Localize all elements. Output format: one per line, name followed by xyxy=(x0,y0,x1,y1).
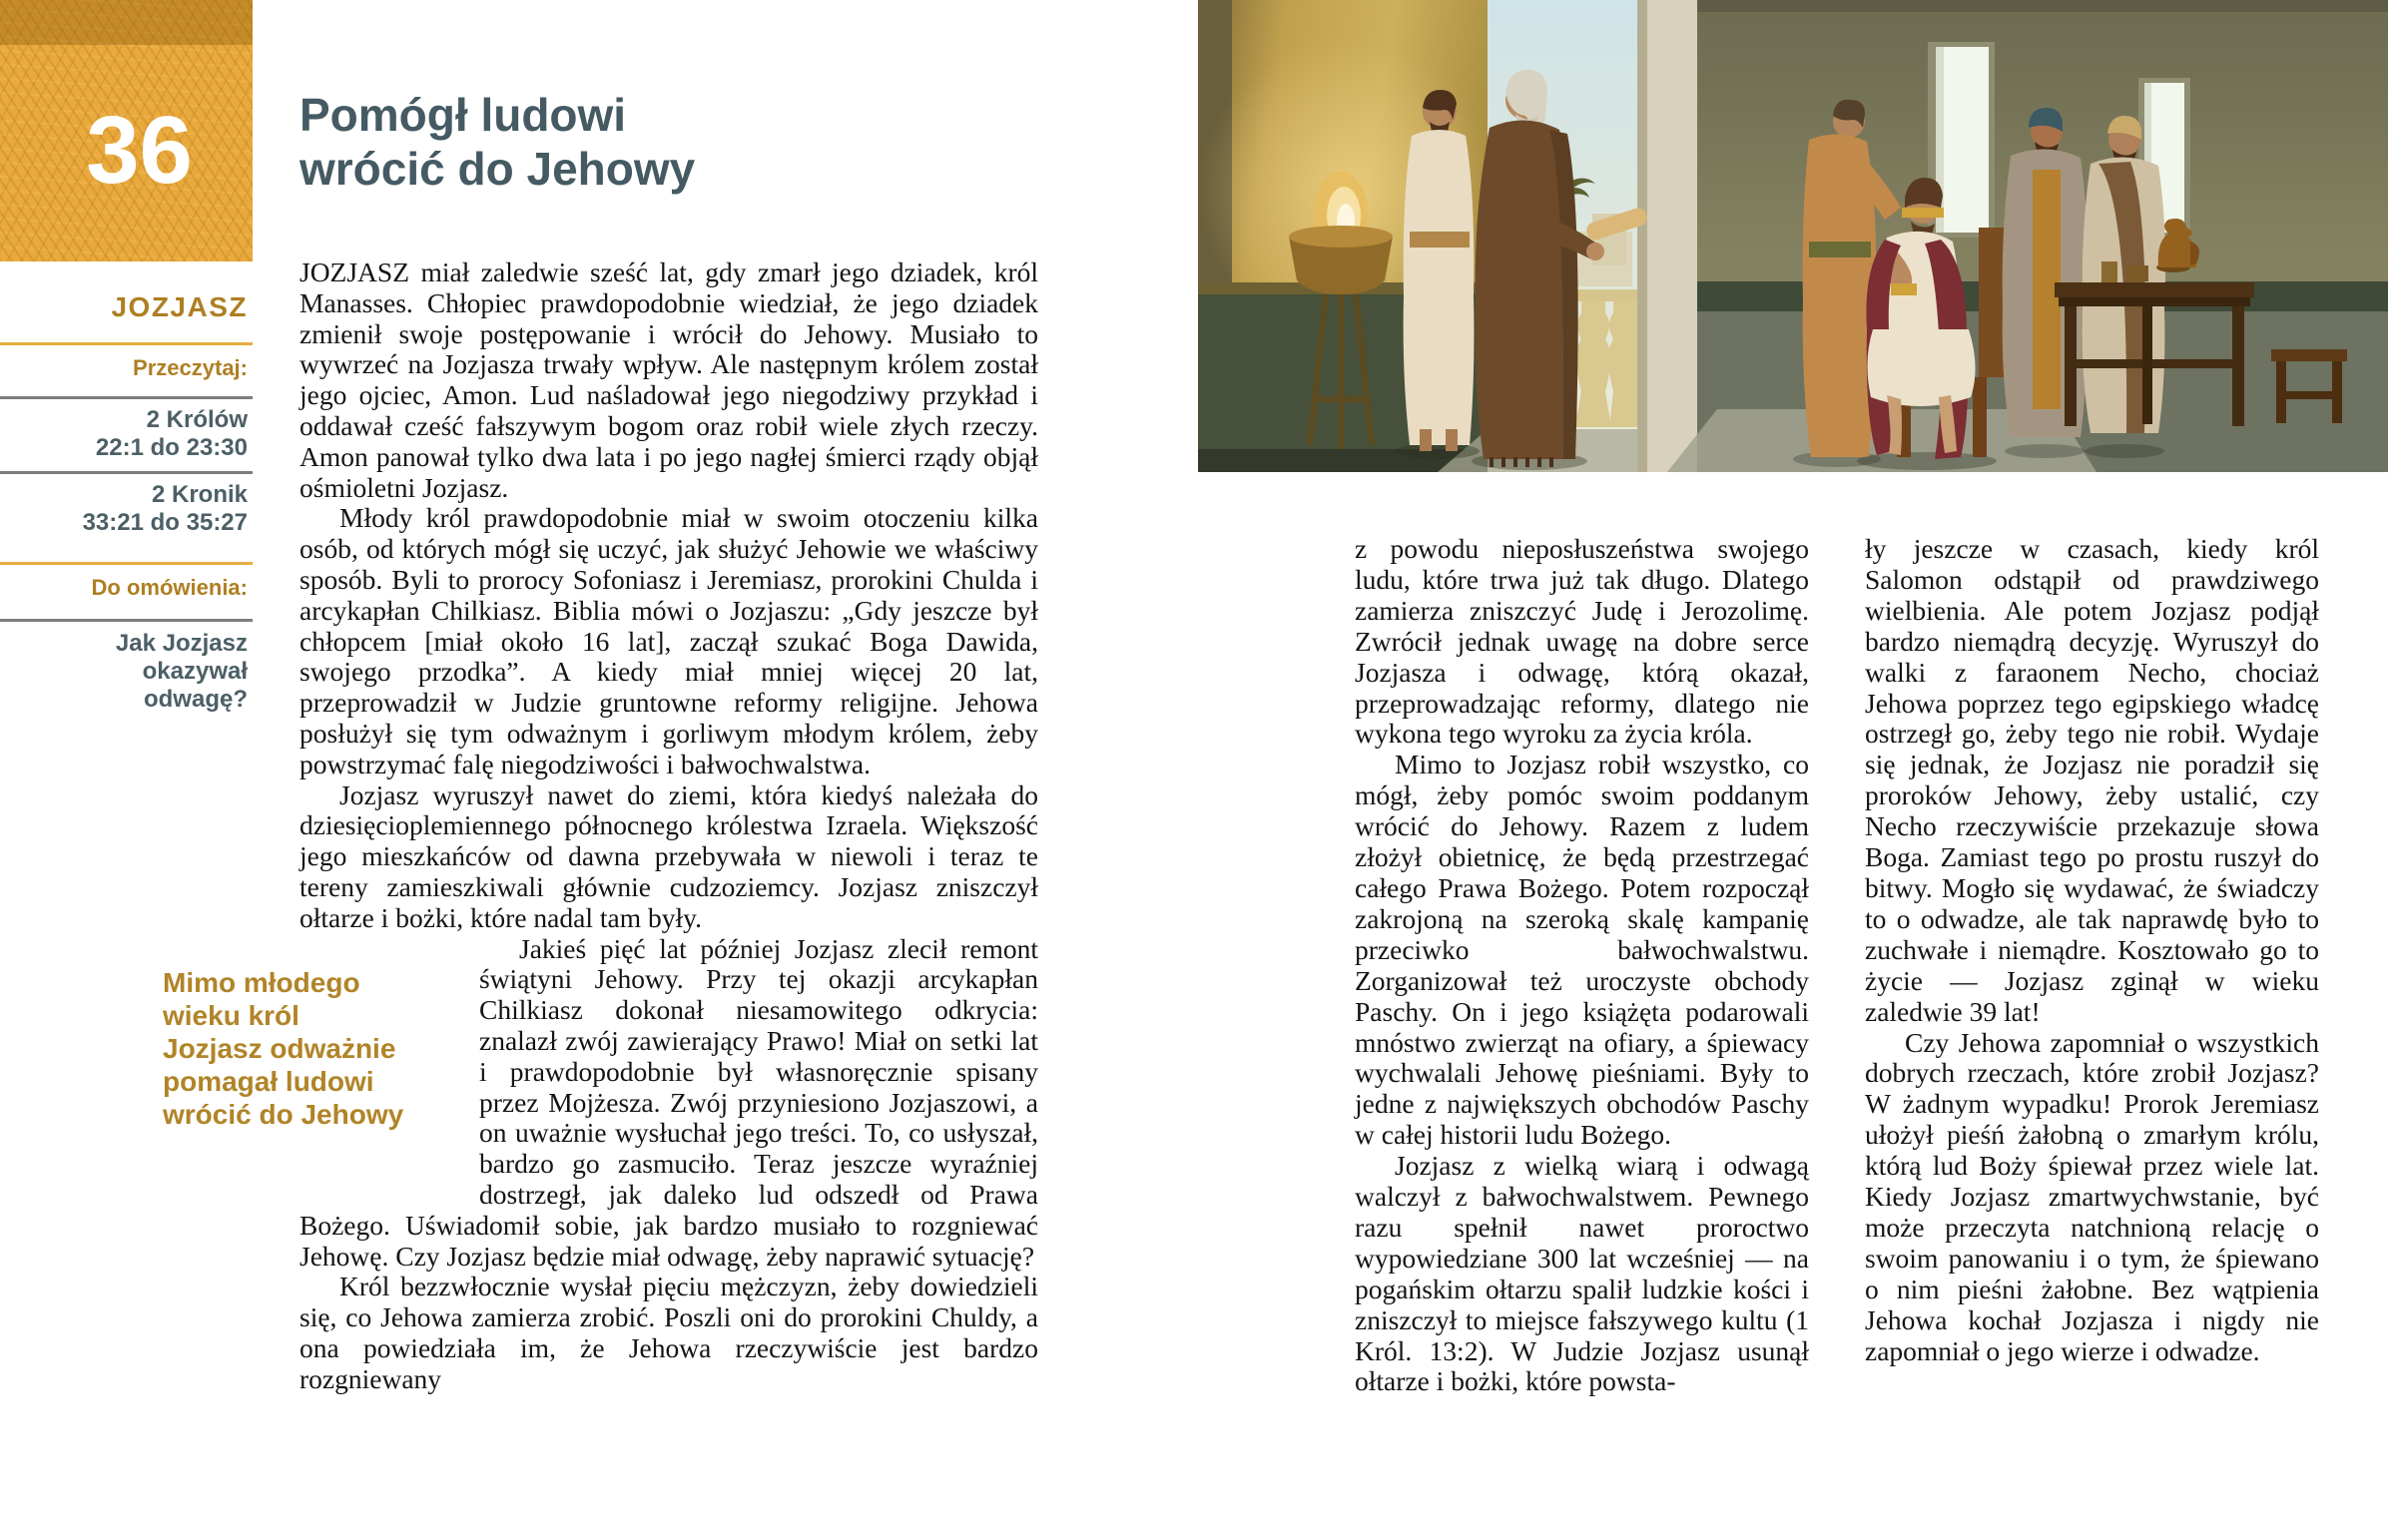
gold-headband xyxy=(1902,208,1944,218)
body-paragraph: Młody król prawdopodobnie miał w swoim otoczeniu kilka osób, od których mógł się uczyć, jak służyć Jehowie we właściwy sposób. Byli to prorocy Sofoniasz i Jeremiasz, prorokini Chulda i arcykapłan Chilkiasz. Biblia mówi o Jozjaszu: „Gdy jeszcze był chłopcem [miał około 16 lat], zaczął szukać Boga Dawida, swojego przodka”. A kiedy miał mniej więcej 20 lat, przeprowadził w Judzie gruntowne reformy religijne. Jehowa posłużył się tym odważnym i gorliwym młodym królem, żeby powstrzymać falę niegodziwości i bałwochwalstwa. xyxy=(300,502,1038,779)
body-paragraph: Czy Jehowa zapomniał o wszystkich dobrych rzeczach, które zrobił Jozjasz? W żadnym wypadku! Prorok Jeremiasz ułożył pieśń żałobną o zmarłym królu, którą lud Boży śpiewał przez wiele lat. Kiedy Jozjasz zmartwychwstanie, być może przeczyta natchnioną relację o swoim panowaniu i o tym, że śpiewano o nim pieśni żałobne. Bez wątpienia Jehowa kochał Jozjasza i nigdy nie zapomniał o jego wierze i odwadze. xyxy=(1865,1026,2319,1366)
body-paragraph: z powodu nieposłuszeństwa swojego ludu, które trwa już tak długo. Dlatego zamierza zniszczyć Judę i Jerozolimę. Zwrócił jednak uwagę na dobre serce Jozjasza i odwagę, którą okazał, przeprowadzając reformy, dlatego nie wykona tego wyroku za życia króla. xyxy=(1355,533,1809,750)
body-paragraph: JOZJASZ miał zaledwie sześć lat, gdy zmarł jego dziadek, król Manasses. Chłopiec prawdopodobnie wiedział, że jego dziadek zmienił swoje postępowanie i wrócił do Jehowy. Musiało to wywrzeć na Jozjasza trwały wpływ. Ale następnym królem został jego ojciec, Amon. Lud naśladował jego niegodziwy przykład i oddawał cześć fałszywym bogom oraz robił wiele złych rzeczy. Amon panował tylko dwa lata i po jego nagłej śmierci rządy objął ośmioletni Jozjasz. xyxy=(300,257,1038,503)
white-skirt xyxy=(1867,329,1975,406)
chapter-badge-top-band xyxy=(0,0,253,45)
sidebar-reading-2 xyxy=(0,481,253,537)
sidebar-person-name: JOZJASZ xyxy=(111,291,248,322)
sidebar xyxy=(0,0,253,714)
divider-gray xyxy=(0,619,253,622)
cornice-shadow xyxy=(1697,0,2388,12)
pull-quote xyxy=(163,934,406,1184)
reading-book: 2 Kronik xyxy=(151,481,248,508)
divider-gray xyxy=(0,471,253,474)
table-top xyxy=(2055,282,2254,297)
reading-range: 22:1 do 23:30 xyxy=(95,434,248,461)
divider-gold xyxy=(0,562,253,565)
body-paragraph: Jozjasz z wielką wiarą i odwagą walczył z bałwochwalstwem. Pewnego razu spełnił nawet proroctwo wypowiedziane 300 lat wcześniej — na pogańskim ołtarzu spalił ludzkie kości i zniszczył to miejsce fałszywego kultu (1 Król. 13:2). W Judzie Jozjasz usunął ołtarze i bożki, które powsta- xyxy=(1355,1150,1809,1397)
body-paragraph: ły jeszcze w czasach, kiedy król Salomon odstąpił od prawdziwego wielbienia. Ale potem Jozjasz podjął bardzo niemądrą decyzję. Wyruszył do walki z faraonem Necho, chociaż Jehowa poprzez tego egipskiego władcę ostrzegł go, żeby tego nie robił. Wydaje się jednak, że Jozjasz nie poradził się proroków Jehowy, żeby ustalić, czy Necho rzeczywiście przekazuje słowa Boga. Zamiast tego po prostu ruszył do bitwy. Mogło się wydawać, że świadczy to o odwadze, ale tak naprawdę było to zuchwałe i niemądre. Kosztowało go to życie — Jozjasz zginął w wieku zaledwie 39 lat! xyxy=(1865,533,2319,1027)
sidebar-read-label: Przeczytaj: xyxy=(133,355,248,380)
sidebar-entries xyxy=(0,291,253,714)
divider-gray xyxy=(0,396,253,399)
body-paragraph: Mimo to Jozjasz robił wszystko, co mógł, żeby pomóc swoim poddanym wrócić do Jehowy. Razem z ludem złożył obietnicę, że będą przestrzegać całego Prawa Bożego. Potem rozpoczął zakrojoną na szeroką skalę kampanię przeciwko bałwochwalstwu. Zorganizował też uroczyste obchody Paschy. On i jego książęta podarowali mnóstwo zwierząt na ofiary, a śpiewacy wychwalali Jehowę pieśniami. Były to jedne z największych obchodów Paschy w całej historii ludu Bożego. xyxy=(1355,749,1809,1151)
bowl xyxy=(2126,265,2148,281)
doorframe-edge xyxy=(1637,0,1647,472)
body-paragraph: Król bezzwłocznie wysłał pięciu mężczyzn, żeby dowiedzieli się, co Jehowa zamierza zrobić. Poszli oni do prorokini Chuldy, a ona powiedziała im, że Jehowa rzeczywiście jest bardzo rozgniewany xyxy=(300,1271,1038,1394)
sidebar-discussion-question: Jak Jozjasz okazywał odwagę? xyxy=(115,630,248,713)
right-page-column-2 xyxy=(1865,534,2319,1366)
chair-back xyxy=(1979,228,2005,377)
reading-book: 2 Królów xyxy=(146,406,248,433)
sidebar-reading-1 xyxy=(0,406,253,462)
chapter-title: Pomógł ludowi wrócić do Jehowy xyxy=(300,89,696,195)
reading-range: 33:21 do 35:27 xyxy=(82,509,248,536)
sidebar-discussion-label: Do omówienia: xyxy=(91,575,248,600)
body-paragraph-text: Jakieś pięć lat później Jozjasz zlecił remont świątyni Jehowy. Przy tej okazji arcykapłan Chilkiasz dokonał niesamowitego odkrycia: znalazł zwój zawierający Prawo! Miał on setki lat i prawdopodobnie był własnoręcznie spisany przez Mojżesza. Zwój przyniesiono Jozjaszowi, a on uważnie wysłuchał jego treści. To, co usłyszał, bardzo go zasmuciło. Teraz jeszcze wyraźniej dostrzegł, jak daleko lud odszedł od Prawa Bożego. Uświadomił sobie, jak bardzo musiało to rozgniewać Jehowę. Czy Jozjasz będzie miał odwagę, żeby naprawić sytuację? xyxy=(300,932,1038,1272)
brazier-rim xyxy=(1289,226,1393,248)
body-paragraph xyxy=(163,932,1038,1273)
right-page-column-1 xyxy=(1355,534,1809,1397)
chapter-badge xyxy=(0,0,253,261)
body-paragraph: Jozjasz wyruszył nawet do ziemi, która kiedyś należała do dziesięcioplemiennego północnego królestwa Izraela. Większość jego mieszkańców od dawna przebywała w niewoli i teraz te tereny zamieszkiwali głównie cudzoziemcy. Jozjasz zniszczył ołtarze i bożki, które nadal tam były. xyxy=(300,778,1038,933)
cup xyxy=(2101,261,2117,283)
illustration-scene xyxy=(1198,0,2388,472)
pull-quote-text: Mimo młodego wieku król Jozjasz odważnie pomagał ludowi wrócić do Jehowy xyxy=(163,966,404,1130)
divider-gold xyxy=(0,342,253,345)
chair-leg xyxy=(1973,377,1987,457)
chapter-number: 36 xyxy=(86,97,193,204)
chapter-illustration xyxy=(1198,0,2388,472)
